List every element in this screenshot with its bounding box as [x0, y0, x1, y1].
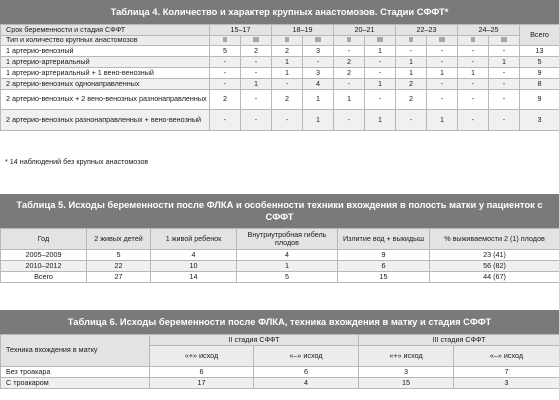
table-6: [0, 310, 559, 389]
cell: 3: [303, 46, 334, 57]
cell: 2: [396, 79, 427, 90]
row-label: 2 артерио-венозных разнонаправленных + вено-венозный: [1, 110, 210, 131]
column-header: Год: [1, 229, 87, 250]
plus-outcome-header: «+» исход: [359, 346, 454, 367]
cell: -: [458, 90, 489, 110]
cell: -: [489, 68, 520, 79]
cell: 1: [365, 46, 396, 57]
cell-total: 8: [520, 79, 559, 90]
cell: 9: [338, 250, 430, 261]
cell: 1: [272, 68, 303, 79]
stage-header: III: [489, 36, 520, 46]
cell: 14: [151, 272, 237, 283]
cell: -: [427, 90, 458, 110]
cell-total: 9: [520, 90, 559, 110]
cell: 3: [454, 378, 559, 389]
minus-outcome-header: «–» исход: [454, 346, 559, 367]
cell: 1: [458, 68, 489, 79]
stage-header: III: [427, 36, 458, 46]
cell: 2: [396, 90, 427, 110]
cell: -: [489, 79, 520, 90]
cell: 56 (82): [430, 261, 559, 272]
cell: -: [334, 110, 365, 131]
cell: -: [334, 79, 365, 90]
technique-header: Техника вхождения в матку: [1, 335, 150, 367]
cell: -: [303, 57, 334, 68]
cell: 6: [254, 367, 359, 378]
cell: 2: [334, 57, 365, 68]
cell: -: [241, 90, 272, 110]
column-header: Внутриутробная гибель плодов: [237, 229, 338, 250]
cell: -: [365, 68, 396, 79]
cell: -: [241, 57, 272, 68]
cell: -: [489, 46, 520, 57]
row-label: Без троакара: [1, 367, 150, 378]
table-row: [1, 250, 559, 261]
cell: 1: [303, 90, 334, 110]
total-header: Всего: [520, 25, 559, 46]
table-4-footnote: * 14 наблюдений без крупных анастомозов: [5, 157, 149, 166]
cell: 6: [150, 367, 254, 378]
cell: 23 (41): [430, 250, 559, 261]
subheader-label: Тип и количество крупных анастомозов: [1, 36, 210, 46]
cell: Всего: [1, 272, 87, 283]
cell: 10: [151, 261, 237, 272]
plus-outcome-header: «+» исход: [150, 346, 254, 367]
cell: -: [458, 46, 489, 57]
table-row: [1, 272, 559, 283]
table-4-header-row: [1, 25, 559, 36]
cell: -: [458, 110, 489, 131]
stage-header: II: [458, 36, 489, 46]
week-header: 15–17: [210, 25, 272, 36]
table-5-header-row: [1, 229, 559, 250]
cell: 3: [303, 68, 334, 79]
cell: 1: [237, 261, 338, 272]
cell: -: [334, 46, 365, 57]
cell: 1: [241, 79, 272, 90]
cell: -: [427, 57, 458, 68]
table-row: [1, 378, 559, 389]
cell: 22: [87, 261, 151, 272]
cell: -: [272, 79, 303, 90]
table-row: [1, 57, 559, 68]
cell: 2: [334, 68, 365, 79]
cell: 2010–2012: [1, 261, 87, 272]
stage-header: II: [334, 36, 365, 46]
cell: -: [365, 90, 396, 110]
table-row: [1, 46, 559, 57]
cell: 44 (67): [430, 272, 559, 283]
row-label: 2 артерио-венозных + 2 вено-венозных разнонаправленных: [1, 90, 210, 110]
table-row: [1, 110, 559, 131]
stage-header: III: [303, 36, 334, 46]
cell: 1: [396, 68, 427, 79]
column-header: % выживаемости 2 (1) плодов: [430, 229, 559, 250]
cell: 5: [210, 46, 241, 57]
cell: 1: [303, 110, 334, 131]
table-5: [0, 194, 559, 283]
cell: 2: [241, 46, 272, 57]
cell: 3: [359, 367, 454, 378]
stage-header: II: [396, 36, 427, 46]
table-row: [1, 68, 559, 79]
cell: 1: [427, 68, 458, 79]
table-4: [0, 0, 559, 131]
cell: -: [210, 110, 241, 131]
row-label: С троакаром: [1, 378, 150, 389]
cell: 1: [396, 57, 427, 68]
table-row: [1, 261, 559, 272]
table-6-grid: [0, 334, 559, 389]
cell: -: [427, 46, 458, 57]
stage-3-header: III стадия СФФТ: [359, 335, 559, 346]
table-6-caption: Таблица 6. Исходы беременности после ФЛКА, техника вхождения в матку и стадия СФФТ: [0, 310, 559, 334]
cell: -: [210, 79, 241, 90]
cell: -: [241, 110, 272, 131]
cell: -: [458, 57, 489, 68]
table-5-grid: [0, 228, 559, 283]
cell: -: [458, 79, 489, 90]
cell: 2: [210, 90, 241, 110]
week-header: 18–19: [272, 25, 334, 36]
minus-outcome-header: «–» исход: [254, 346, 359, 367]
cell: 15: [338, 272, 430, 283]
table-row: [1, 90, 559, 110]
cell: -: [396, 46, 427, 57]
header-label: Срок беременности и стадия СФФТ: [1, 25, 210, 36]
cell: -: [272, 110, 303, 131]
cell: 1: [365, 79, 396, 90]
cell: 4: [254, 378, 359, 389]
cell: 15: [359, 378, 454, 389]
cell: 6: [338, 261, 430, 272]
table-4-caption: Таблица 4. Количество и характер крупных анастомозов. Стадии СФФТ*: [0, 0, 559, 24]
cell: 1: [272, 57, 303, 68]
cell: 17: [150, 378, 254, 389]
cell: 2: [272, 46, 303, 57]
row-label: 2 артерио-венозных однонаправленных: [1, 79, 210, 90]
cell: -: [489, 90, 520, 110]
stage-header: II: [272, 36, 303, 46]
cell: 27: [87, 272, 151, 283]
cell-total: 9: [520, 68, 559, 79]
week-header: 24–25: [458, 25, 520, 36]
row-label: 1 артерио-артериальный: [1, 57, 210, 68]
row-label: 1 артерио-венозный: [1, 46, 210, 57]
cell: -: [396, 110, 427, 131]
column-header: 1 живой ребенок: [151, 229, 237, 250]
cell: 1: [365, 110, 396, 131]
table-row: [1, 367, 559, 378]
column-header: 2 живых детей: [87, 229, 151, 250]
cell-total: 13: [520, 46, 559, 57]
cell: 4: [237, 250, 338, 261]
cell: 1: [427, 110, 458, 131]
table-6-header-row: [1, 335, 559, 346]
cell: -: [241, 68, 272, 79]
stage-header: III: [241, 36, 272, 46]
table-row: [1, 79, 559, 90]
stage-2-header: II стадия СФФТ: [150, 335, 359, 346]
cell: 4: [151, 250, 237, 261]
cell: 7: [454, 367, 559, 378]
stage-header: II: [210, 36, 241, 46]
cell: 2: [272, 90, 303, 110]
cell: -: [210, 68, 241, 79]
cell: 1: [489, 57, 520, 68]
column-header: Излитие вод + выкидыш: [338, 229, 430, 250]
cell: -: [489, 110, 520, 131]
week-header: 22–23: [396, 25, 458, 36]
cell-total: 5: [520, 57, 559, 68]
cell: 5: [87, 250, 151, 261]
cell: 4: [303, 79, 334, 90]
cell-total: 3: [520, 110, 559, 131]
cell: -: [210, 57, 241, 68]
cell: 1: [334, 90, 365, 110]
table-4-subheader-row: [1, 36, 559, 46]
week-header: 20–21: [334, 25, 396, 36]
cell: 5: [237, 272, 338, 283]
stage-header: III: [365, 36, 396, 46]
cell: -: [365, 57, 396, 68]
row-label: 1 артерио-артериальный + 1 вено-венозный: [1, 68, 210, 79]
cell: -: [427, 79, 458, 90]
cell: 2005–2009: [1, 250, 87, 261]
table-5-caption: Таблица 5. Исходы беременности после ФЛКА и особенности техники вхождения в полость матки у пациенток с СФФТ: [0, 194, 559, 228]
table-4-grid: [0, 24, 559, 131]
